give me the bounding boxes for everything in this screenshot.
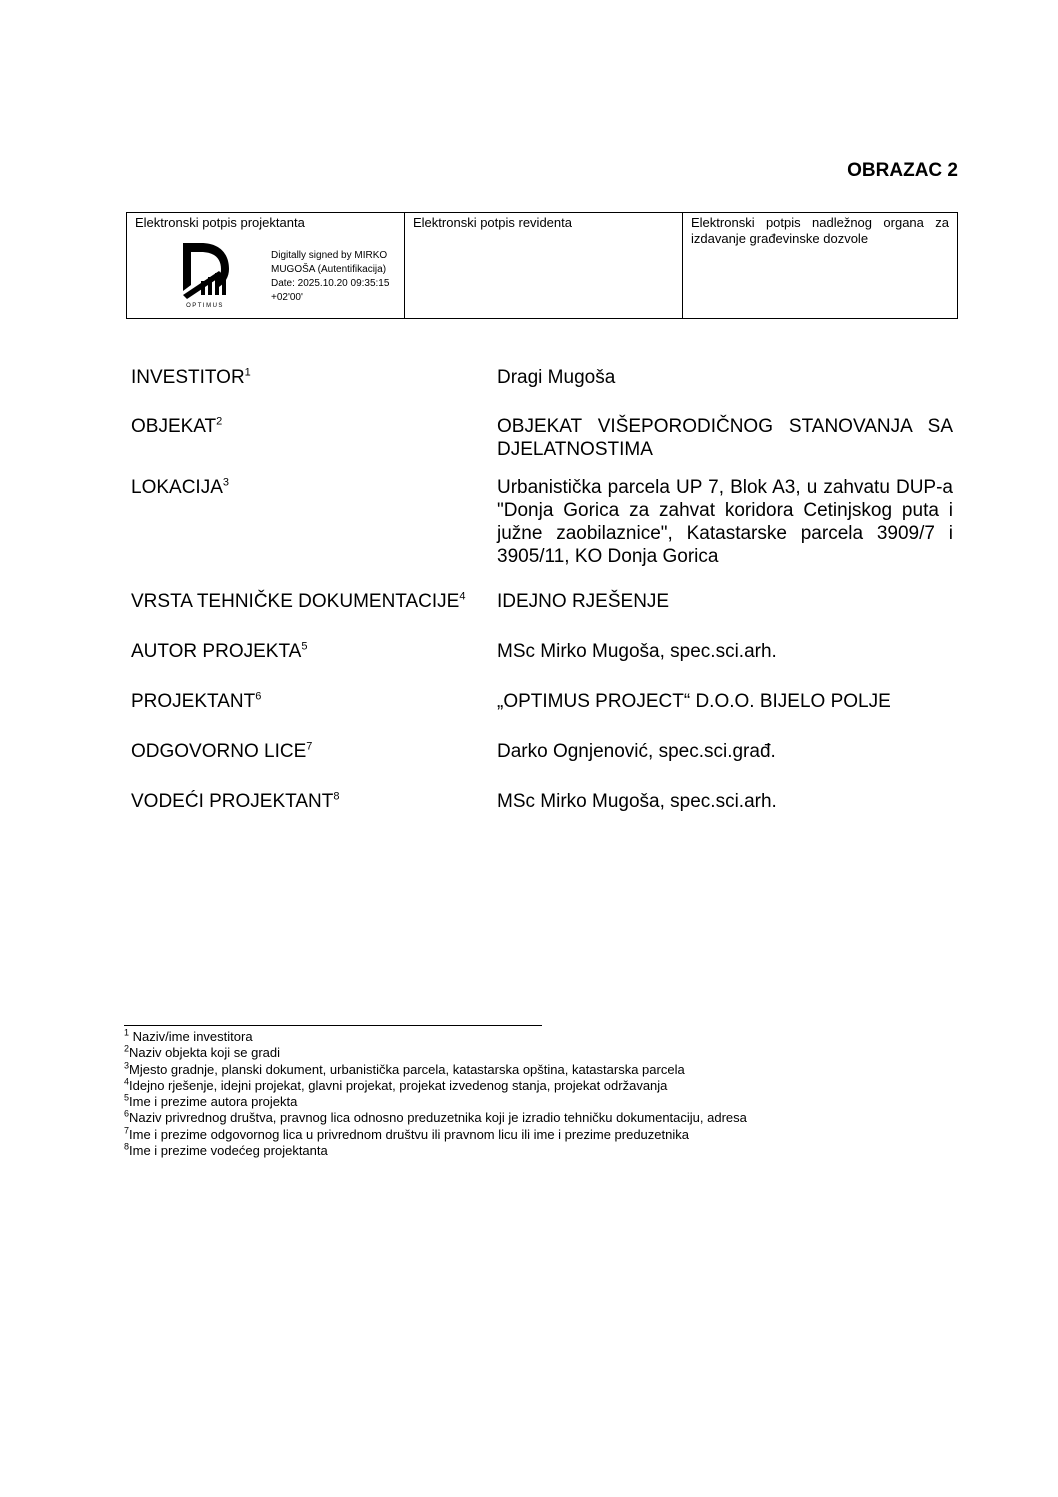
- authority-signature-label: Elektronski potpis nadležnog organa za izdavanje građevinske dozvole: [691, 215, 949, 246]
- field-value: Dragi Mugoša: [497, 367, 616, 388]
- footnote-item: $^2$Naziv objekta koji se gradi: [124, 1043, 281, 1061]
- field-label: VRSTA TEHNIČKE DOKUMENTACIJE: [131, 591, 460, 612]
- footnote-ref: 5: [301, 640, 308, 653]
- field-row-objekat: [131, 415, 953, 461]
- field-value: MSc Mirko Mugoša, spec.sci.arh.: [497, 641, 777, 662]
- field-value: MSc Mirko Mugoša, spec.sci.arh.: [497, 791, 777, 812]
- project-fields: [131, 366, 953, 813]
- field-label: OBJEKAT: [131, 416, 217, 437]
- digital-signature-line: Digitally signed by MIRKO: [271, 250, 388, 261]
- footnote-ref: 1: [244, 366, 251, 379]
- footnote-divider: [124, 1025, 542, 1026]
- form-code-title: OBRAZAC 2: [847, 160, 958, 181]
- field-label: INVESTITOR: [131, 367, 245, 388]
- field-row-vrsta: [131, 590, 953, 613]
- field-row-odgovorno-lice: [131, 740, 953, 763]
- footnote-ref: 7: [306, 740, 313, 753]
- field-row-vodeci-projektant: [131, 790, 953, 813]
- footnotes: [124, 1029, 747, 1159]
- field-label: AUTOR PROJEKTA: [131, 641, 302, 662]
- designer-signature-label: Elektronski potpis projektanta: [135, 215, 305, 230]
- optimus-logo-icon: [179, 241, 231, 313]
- footnote-item: $^3$Mjesto gradnje, planski dokument, urbanistička parcela, katastarska opština, katastarska parcela: [124, 1060, 685, 1077]
- footnote-item: $^1$ Naziv/ime investitora: [124, 1027, 253, 1044]
- reviewer-signature-label: Elektronski potpis revidenta: [413, 215, 572, 230]
- footnote-item: $^7$Ime i prezime odgovornog lica u privrednom društvu ili pravnom licu ili ime i prezime preduzetnika: [124, 1125, 689, 1142]
- field-value: OBJEKAT VIŠEPORODIČNOG STANOVANJA SA DJELATNOSTIMA: [497, 416, 953, 460]
- footnote-ref: 4: [459, 590, 466, 603]
- field-value: IDEJNO RJEŠENJE: [497, 591, 670, 612]
- field-label: ODGOVORNO LICE: [131, 741, 307, 762]
- footnote-item: $^4$Idejno rješenje, idejni projekat, glavni projekat, projekat izvedenog stanja, projekat održavanja: [124, 1076, 668, 1093]
- field-row-projektant: [131, 690, 953, 713]
- footnote-ref: 2: [216, 415, 223, 428]
- signature-table: [126, 212, 958, 319]
- field-value: „OPTIMUS PROJECT“ D.O.O. BIJELO POLJE: [497, 691, 891, 712]
- field-row-investitor: [131, 366, 953, 389]
- reviewer-signature-cell: [405, 213, 683, 319]
- field-value: Darko Ognjenović, spec.sci.građ.: [497, 741, 776, 762]
- field-value: Urbanistička parcela UP 7, Blok A3, u zahvatu DUP-a "Donja Gorica za zahvat koridora Cetinjskog puta i južne zaobilaznice", Katastarske parcela 3909/7 i 3905/11, KO Donja Gorica: [497, 477, 953, 567]
- footnote-item: $^8$Ime i prezime vodećeg projektanta: [124, 1141, 328, 1159]
- digital-signature-line: +02'00': [271, 292, 303, 303]
- footnote-ref: 3: [222, 476, 229, 489]
- field-row-autor: [131, 640, 953, 663]
- digital-signature-line: Date: 2025.10.20 09:35:15: [271, 278, 390, 289]
- footnote-item: $^6$Naziv privrednog društva, pravnog lica odnosno preduzetnika koji je izradio tehničku dokumentaciju, adresa: [124, 1109, 747, 1126]
- field-label: VODEĆI PROJEKTANT: [131, 791, 334, 812]
- field-label: PROJEKTANT: [131, 691, 256, 712]
- logo-text: OPTIMUS: [186, 303, 224, 309]
- footnote-item: $^5$Ime i prezime autora projekta: [124, 1092, 298, 1110]
- digital-signature-line: MUGOŠA (Autentifikacija): [271, 264, 387, 275]
- authority-signature-cell: [683, 213, 958, 319]
- designer-signature-cell: [127, 213, 405, 319]
- footnote-ref: 6: [255, 690, 262, 703]
- footnote-ref: 8: [333, 790, 340, 803]
- digital-signature-info: [271, 249, 411, 305]
- field-label: LOKACIJA: [131, 477, 223, 498]
- field-row-lokacija: [131, 476, 953, 568]
